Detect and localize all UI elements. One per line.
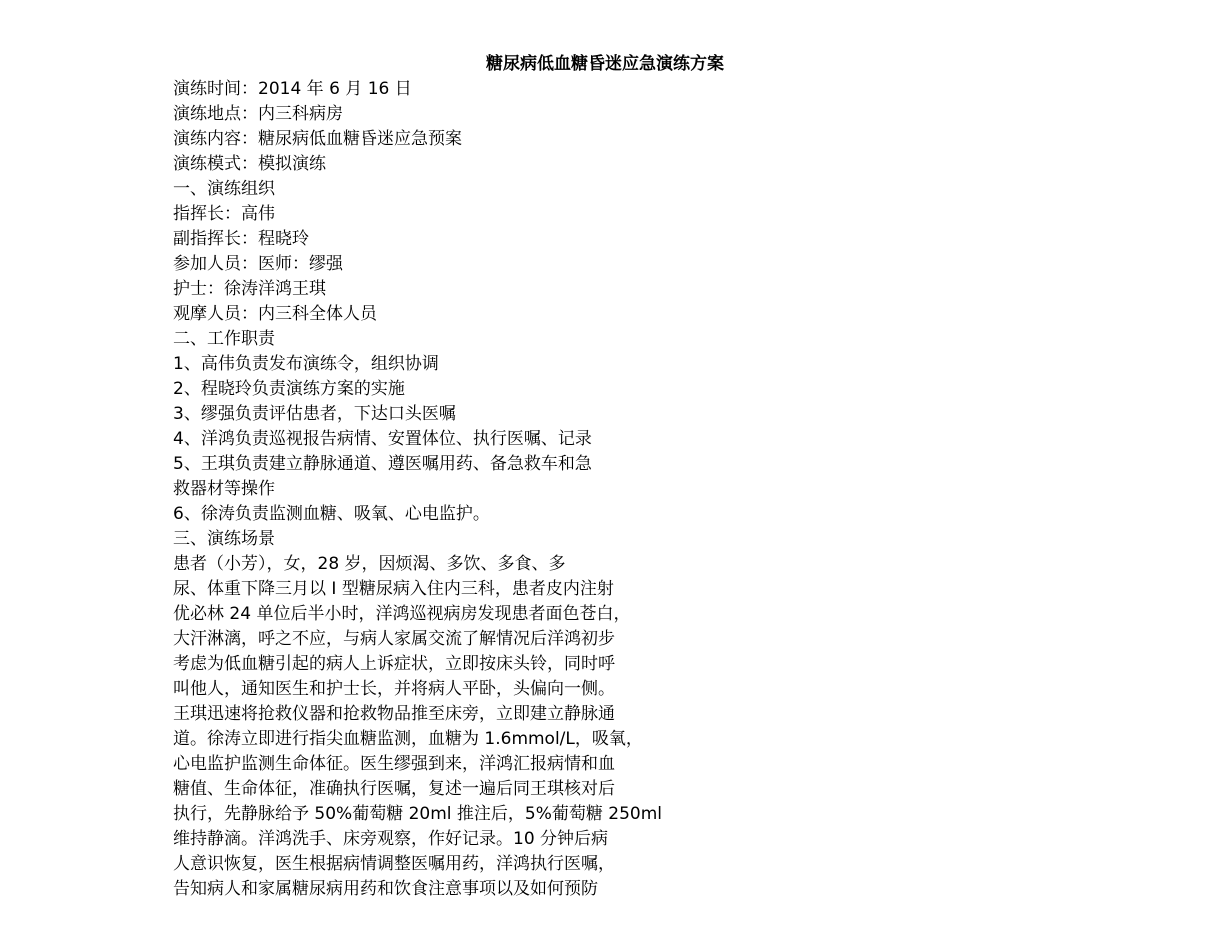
scenario-paragraph-line: 维持静滴。洋鸿洗手、床旁观察，作好记录。10 分钟后病: [173, 829, 609, 849]
section-heading-organization: 一、演练组织: [173, 179, 275, 199]
document-title: [0, 52, 1210, 77]
deputy-commander-line: 副指挥长：程晓玲: [173, 229, 309, 249]
nurses-line: 护士：徐涛洋鸿王琪: [173, 279, 326, 299]
scenario-paragraph-line: 糖值、生命体征，准确执行医嘱，复述一遍后同王琪核对后: [173, 779, 615, 799]
scenario-paragraph-line: 告知病人和家属糖尿病用药和饮食注意事项以及如何预防: [173, 879, 598, 899]
document-body: [173, 77, 1173, 902]
section-heading-scenario: 三、演练场景: [173, 529, 275, 549]
duty-item: 6、徐涛负责监测血糖、吸氧、心电监护。: [173, 504, 490, 524]
scenario-paragraph-line: 考虑为低血糖引起的病人上诉症状，立即按床头铃，同时呼: [173, 654, 615, 674]
scenario-paragraph-line: 大汗淋漓，呼之不应，与病人家属交流了解情况后洋鸿初步: [173, 629, 615, 649]
drill-content-line: 演练内容：糖尿病低血糖昏迷应急预案: [173, 129, 462, 149]
observers-line: 观摩人员：内三科全体人员: [173, 304, 377, 324]
scenario-paragraph-line: 优必林 24 单位后半小时，洋鸿巡视病房发现患者面色苍白，: [173, 604, 631, 624]
section-heading-duties: 二、工作职责: [173, 329, 275, 349]
scenario-paragraph-line: 道。徐涛立即进行指尖血糖监测，血糖为 1.6mmol/L，吸氧，: [173, 729, 643, 749]
drill-mode-line: 演练模式：模拟演练: [173, 154, 326, 174]
duty-item-continued: 救器材等操作: [173, 479, 275, 499]
scenario-paragraph-line: 尿、体重下降三月以 I 型糖尿病入住内三科，患者皮内注射: [173, 579, 614, 599]
scenario-paragraph-line: 王琪迅速将抢救仪器和抢救物品推至床旁，立即建立静脉通: [173, 704, 615, 724]
scenario-paragraph-line: 叫他人，通知医生和护士长，并将病人平卧，头偏向一侧。: [173, 679, 615, 699]
duty-item: 2、程晓玲负责演练方案的实施: [173, 379, 405, 399]
document-title-text: 糖尿病低血糖昏迷应急演练方案: [486, 54, 724, 74]
scenario-paragraph-line: 人意识恢复，医生根据病情调整医嘱用药，洋鸿执行医嘱，: [173, 854, 615, 874]
drill-time-line: 演练时间：2014 年 6 月 16 日: [173, 79, 412, 99]
commander-line: 指挥长：高伟: [173, 204, 275, 224]
scenario-paragraph-line: 患者（小芳），女，28 岁，因烦渴、多饮、多食、多: [173, 554, 566, 574]
participants-line: 参加人员：医师：缪强: [173, 254, 343, 274]
scenario-paragraph-line: 心电监护监测生命体征。医生缪强到来，洋鸿汇报病情和血: [173, 754, 615, 774]
scenario-paragraph-line: 执行，先静脉给予 50%葡萄糖 20ml 推注后，5%葡萄糖 250ml: [173, 804, 663, 824]
duty-item: 5、王琪负责建立静脉通道、遵医嘱用药、备急救车和急: [173, 454, 592, 474]
duty-item: 1、高伟负责发布演练令，组织协调: [173, 354, 439, 374]
drill-location-line: 演练地点：内三科病房: [173, 104, 343, 124]
duty-item: 4、洋鸿负责巡视报告病情、安置体位、执行医嘱、记录: [173, 429, 592, 449]
duty-item: 3、缪强负责评估患者，下达口头医嘱: [173, 404, 456, 424]
